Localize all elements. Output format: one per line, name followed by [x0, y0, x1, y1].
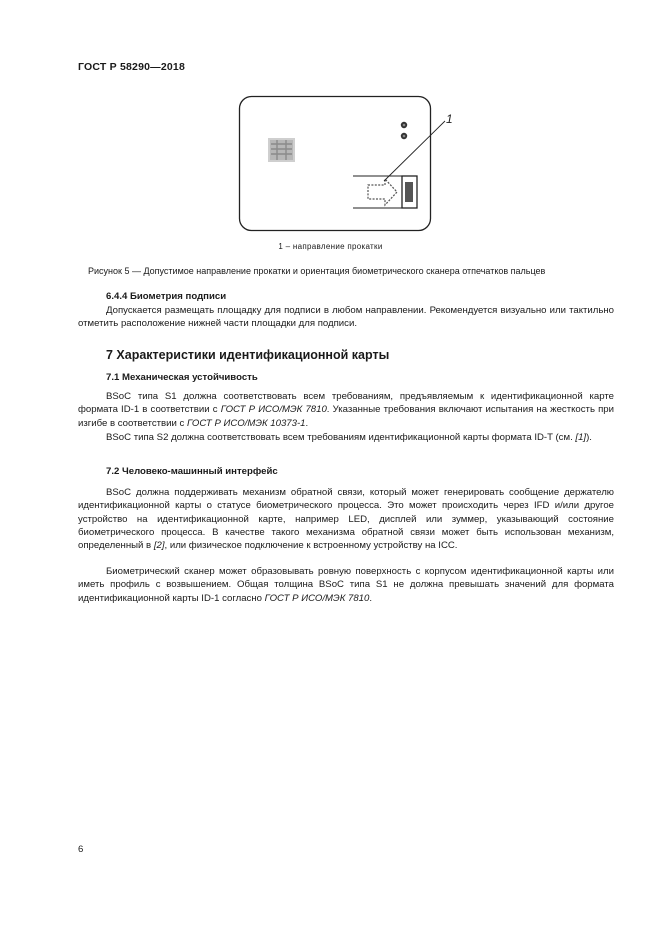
reference-bib-1: [1] — [575, 432, 587, 443]
paragraph-6-4-4: Допускается размещать площадку для подписи в любом направлении. Рекомендуется визуально или тактильно отметить расположение нижней части площадки для подписи. — [78, 305, 614, 330]
page-number: 6 — [78, 844, 84, 855]
paragraph-7-2-first: BSoC должна поддерживать механизм обратной связи, который может генерировать сообщение держателю идентификационной карты о статусе биометрического процесса. Это может происходить через IFD и/или другое устройство на идентификационной карте, например LED, дисплей или зуммер, указывающий состояние биометрического процесса. В качестве такого механизма обратной связи может быть использован механизм, определенный в [2], или физическое подключение к встроенному устройству на ICC. — [78, 487, 614, 552]
paragraph-7-2-second: Биометрический сканер может образовывать ровную поверхность с корпусом идентификационной карты или иметь профиль с возвышением. Общая толщина BSoC типа S1 не должна превышать значений для формата идентификационной карты ID-1 согласно ГОСТ Р ИСО/МЭК 7810. — [78, 566, 614, 604]
heading-6-4-4: 6.4.4 Биометрия подписи — [106, 291, 227, 302]
figure-caption: Рисунок 5 — Допустимое направление прокатки и ориентация биометрического сканера отпечатков пальцев — [88, 266, 546, 276]
heading-7-2: 7.2 Человеко-машинный интерфейс — [106, 466, 278, 477]
paragraph-7-1-first: BSoC типа S1 должна соответствовать всем требованиям, предъявляемым к идентификационной карте формата ID-1 в соответствии с ГОСТ Р ИСО/МЭК 7810. Указанные требования включают испытания на жесткость при изгибе в соответствии с ГОСТ Р ИСО/МЭК 10373-1. — [78, 391, 614, 429]
heading-7-1: 7.1 Механическая устойчивость — [106, 372, 258, 383]
figure-5-card-diagram — [238, 95, 453, 232]
contact-chip-icon — [268, 138, 295, 162]
reference-bib-2: [2] — [153, 540, 165, 552]
reference-gost-10373-1: ГОСТ Р ИСО/МЭК 10373-1 — [186, 417, 306, 429]
document-standard-header: ГОСТ Р 58290—2018 — [78, 61, 186, 73]
paragraph-7-1-second: BSoC типа S2 должна соответствовать всем требованиям идентификационной карты формата ID-T (см. [1]). — [106, 432, 592, 443]
reference-gost-7810: ГОСТ Р ИСО/МЭК 7810 — [220, 404, 327, 416]
reference-gost-7810-b: ГОСТ Р ИСО/МЭК 7810 — [264, 592, 370, 604]
heading-section-7: 7 Характеристики идентификационной карты — [106, 348, 390, 362]
figure-legend: 1 – направление прокатки — [278, 242, 383, 251]
callout-number-1: 1 — [446, 112, 453, 126]
